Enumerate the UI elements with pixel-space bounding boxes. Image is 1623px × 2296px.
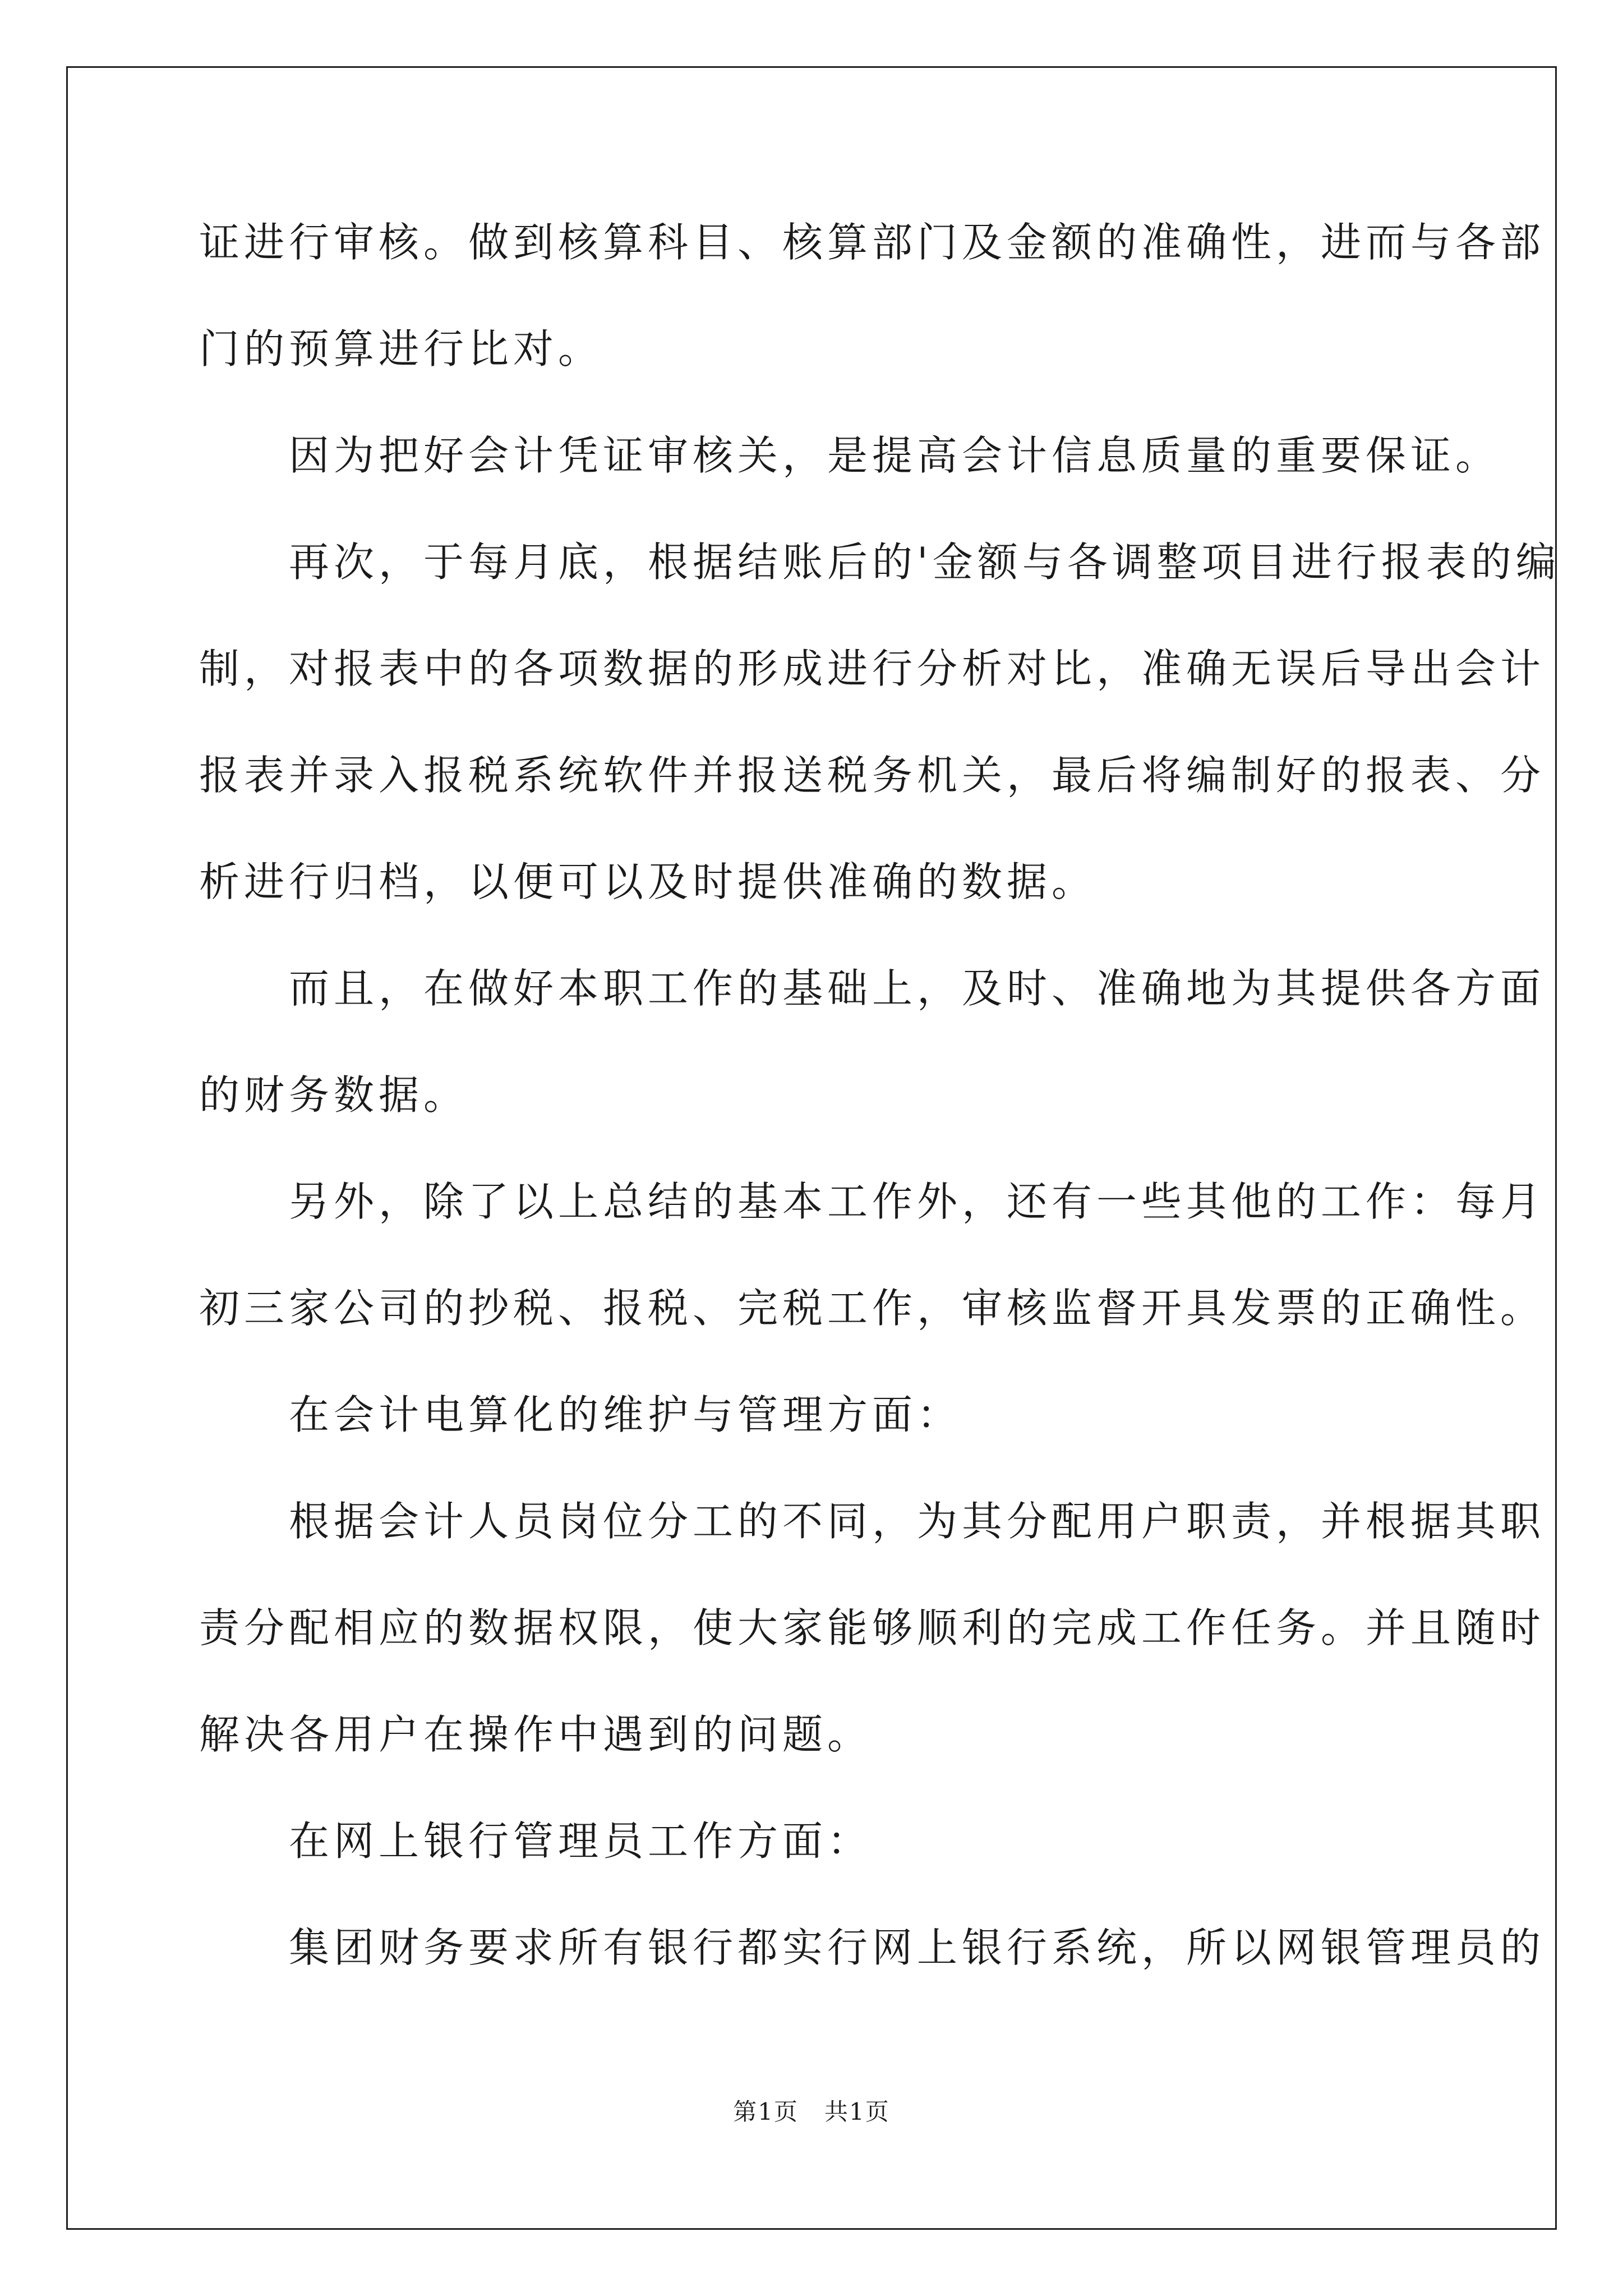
text-line: 门的预算进行比对。: [199, 325, 603, 372]
text-line: 责分配相应的数据权限，使大家能够顺利的完成工作任务。并且随时: [199, 1604, 1546, 1651]
page-number: 第1页: [733, 2098, 799, 2125]
text-line: 析进行归档，以便可以及时提供准确的数据。: [199, 858, 1097, 905]
text-line: 的财务数据。: [199, 1071, 469, 1119]
text-line: 再次，于每月底，根据结账后的'金额与各调整项目进行报表的编: [199, 539, 1561, 586]
page-footer: [0, 2095, 1623, 2129]
text-line: 解决各用户在操作中遇到的问题。: [199, 1711, 873, 1758]
text-line: 在会计电算化的维护与管理方面：: [199, 1391, 962, 1438]
text-line: 根据会计人员岗位分工的不同，为其分配用户职责，并根据其职: [199, 1498, 1546, 1545]
page-total: 共1页: [824, 2098, 890, 2125]
text-line: 初三家公司的抄税、报税、完税工作，审核监督开具发票的正确性。: [199, 1285, 1546, 1332]
text-line: 在网上银行管理员工作方面：: [199, 1818, 873, 1865]
text-line: 而且，在做好本职工作的基础上，及时、准确地为其提供各方面: [199, 965, 1546, 1012]
text-line: 因为把好会计凭证审核关，是提高会计信息质量的重要保证。: [199, 432, 1501, 479]
text-line: 证进行审核。做到核算科目、核算部门及金额的准确性，进而与各部: [199, 219, 1546, 266]
text-line: 另外，除了以上总结的基本工作外，还有一些其他的工作：每月: [199, 1178, 1546, 1225]
page-border: [66, 66, 1557, 2230]
text-line: 报表并录入报税系统软件并报送税务机关，最后将编制好的报表、分: [199, 752, 1546, 799]
text-line: 制，对报表中的各项数据的形成进行分析对比，准确无误后导出会计: [199, 645, 1546, 692]
text-line: 集团财务要求所有银行都实行网上银行系统，所以网银管理员的: [199, 1924, 1546, 1971]
